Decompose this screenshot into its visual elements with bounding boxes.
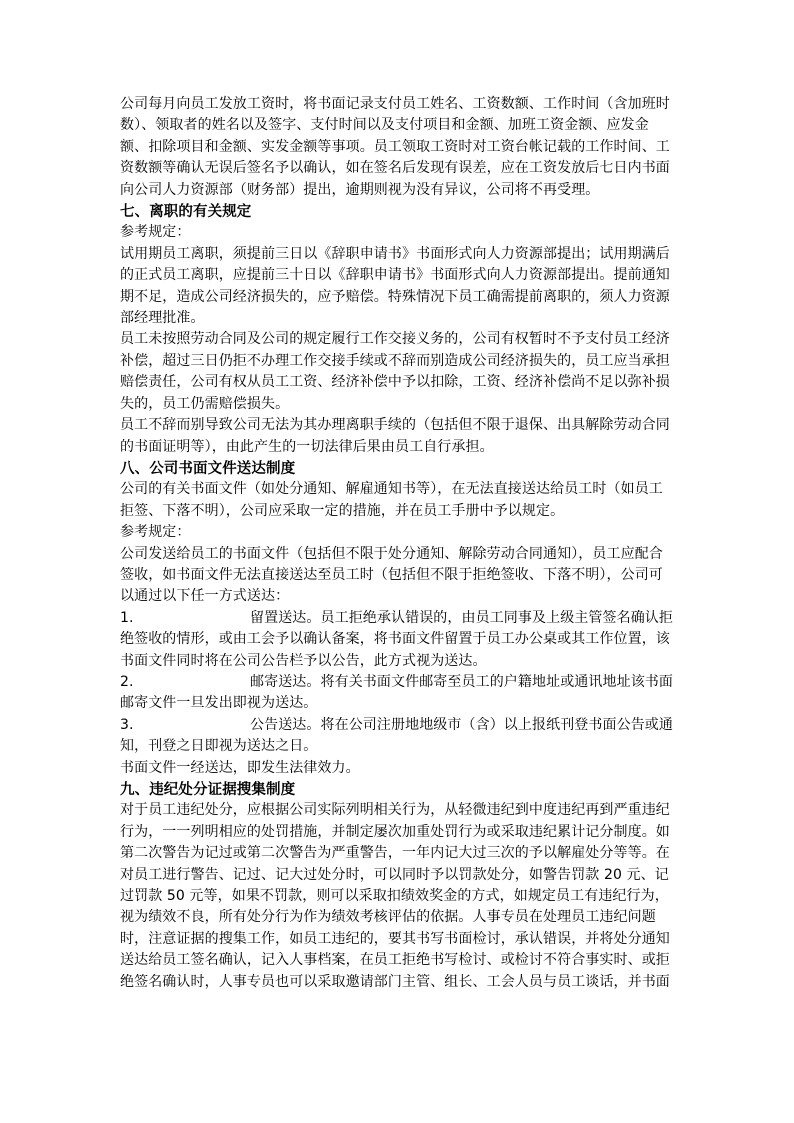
list-item-number: 2.	[120, 673, 134, 690]
heading-section-9: 九、违纪处分证据搜集制度	[120, 781, 296, 798]
paragraph-resignation-notice: 试用期员工离职，须提前三日以《辞职申请书》书面形式向人力资源部提出；试用期满后的正式员工离职，应提前三十日以《辞职申请书》书面形式向人力资源部提出。提前通知期不足，造成公司经济损失的，应予赔偿。特殊情况下员工确需提前离职的，须人力资源部经理批准。	[120, 245, 670, 327]
list-item-number: 1.	[120, 609, 134, 626]
list-item	[120, 608, 676, 672]
list-item-text: 邮寄送达。将有关书面文件邮寄至员工的户籍地址或通讯地址该书面邮寄文件一旦发出即视为送达。	[120, 673, 673, 712]
list-item	[120, 672, 676, 715]
list-item-number: 3.	[120, 716, 134, 733]
reference-label: 参考规定：	[120, 224, 191, 241]
paragraph-handover: 员工未按照劳动合同及公司的规定履行工作交接义务的，公司有权暂时不予支付员工经济补偿，超过三日仍拒不办理工作交接手续或不辞而别造成公司经济损失的，员工应当承担赔偿责任，公司有权从员工工资、经济补偿中予以扣除，工资、经济补偿尚不足以弥补损失的，员工仍需赔偿损失。	[120, 331, 670, 412]
paragraph-document-delivery: 公司的有关书面文件（如处分通知、解雇通知书等），在无法直接送达给员工时（如员工拒签、下落不明），公司应采取一定的措施，并在员工手册中予以规定。	[120, 481, 663, 519]
paragraph-delivery-methods: 公司发送给员工的书面文件（包括但不限于处分通知、解除劳动合同通知），员工应配合签收，如书面文件无法直接送达至员工时（包括但不限于拒绝签收、下落不明），公司可以通过以下任一方式送达：	[120, 545, 663, 605]
paragraph-leave-without-notice: 员工不辞而别导致公司无法为其办理离职手续的（包括但不限于退保、出具解除劳动合同的书面证明等），由此产生的一切法律后果由员工自行承担。	[120, 417, 670, 455]
paragraph-disciplinary-evidence: 对于员工违纪处分，应根据公司实际列明相关行为，从轻微违纪到中度违纪再到严重违纪行为，一一列明相应的处罚措施，并制定屡次加重处罚行为或采取违纪累计记分制度。如第二次警告为记过或第二次警告为严重警告，一年内记大过三次的予以解雇处分等等。在对员工进行警告、记过、记大过处分时，可以同时予以罚款处分，如警告罚款 20 元、记过罚款 50 元等，如果不罚款，则可以采取扣绩效奖金的方式，如规定员工有违纪行为，视为绩效不良，所有处分行为作为绩效考核评估的依据。人事专员在处理员工违纪问题时，注意证据的搜集工作，如员工违纪的，要其书写书面检讨，承认错误，并将处分通知送达给员工签名确认，记入人事档案，在员工拒绝书写检讨、或检讨不符合事实时、或拒绝签名确认时，人事专员也可以采取邀请部门主管、组长、工会人员与员工谈话，并书面	[120, 802, 670, 990]
list-item-text: 留置送达。员工拒绝承认错误的，由员工同事及上级主管签名确认拒绝签收的情形，或由工会予以确认备案，将书面文件留置于员工办公桌或其工作位置，该书面文件同时将在公司公告栏予以公告，此方式视为送达。	[120, 609, 673, 669]
list-item-text: 公告送达。将在公司注册地地级市（含）以上报纸刊登书面公告或通知，刊登之日即视为送达之日。	[120, 716, 673, 755]
heading-section-8: 八、公司书面文件送达制度	[120, 459, 296, 477]
heading-section-7: 七、离职的有关规定	[120, 203, 252, 221]
paragraph-salary: 公司每月向员工发放工资时，将书面记录支付员工姓名、工资数额、工作时间（含加班时数）、领取者的姓名以及签字、支付时间以及支付项目和金额、加班工资金额、应发金额、扣除项目和金额、实发金额等事项。员工领取工资时对工资台帐记载的工作时间、工资数额等确认无误后签名予以确认，如在签名后发现有误差，应在工资发放后七日内书面向公司人力资源部（财务部）提出，逾期则视为没有异议，公司将不再受理。	[120, 96, 670, 198]
document-page	[120, 94, 676, 993]
reference-label: 参考规定：	[120, 524, 191, 541]
paragraph-legal-effect: 书面文件一经送达，即发生法律效力。	[120, 759, 360, 776]
list-item	[120, 715, 676, 758]
